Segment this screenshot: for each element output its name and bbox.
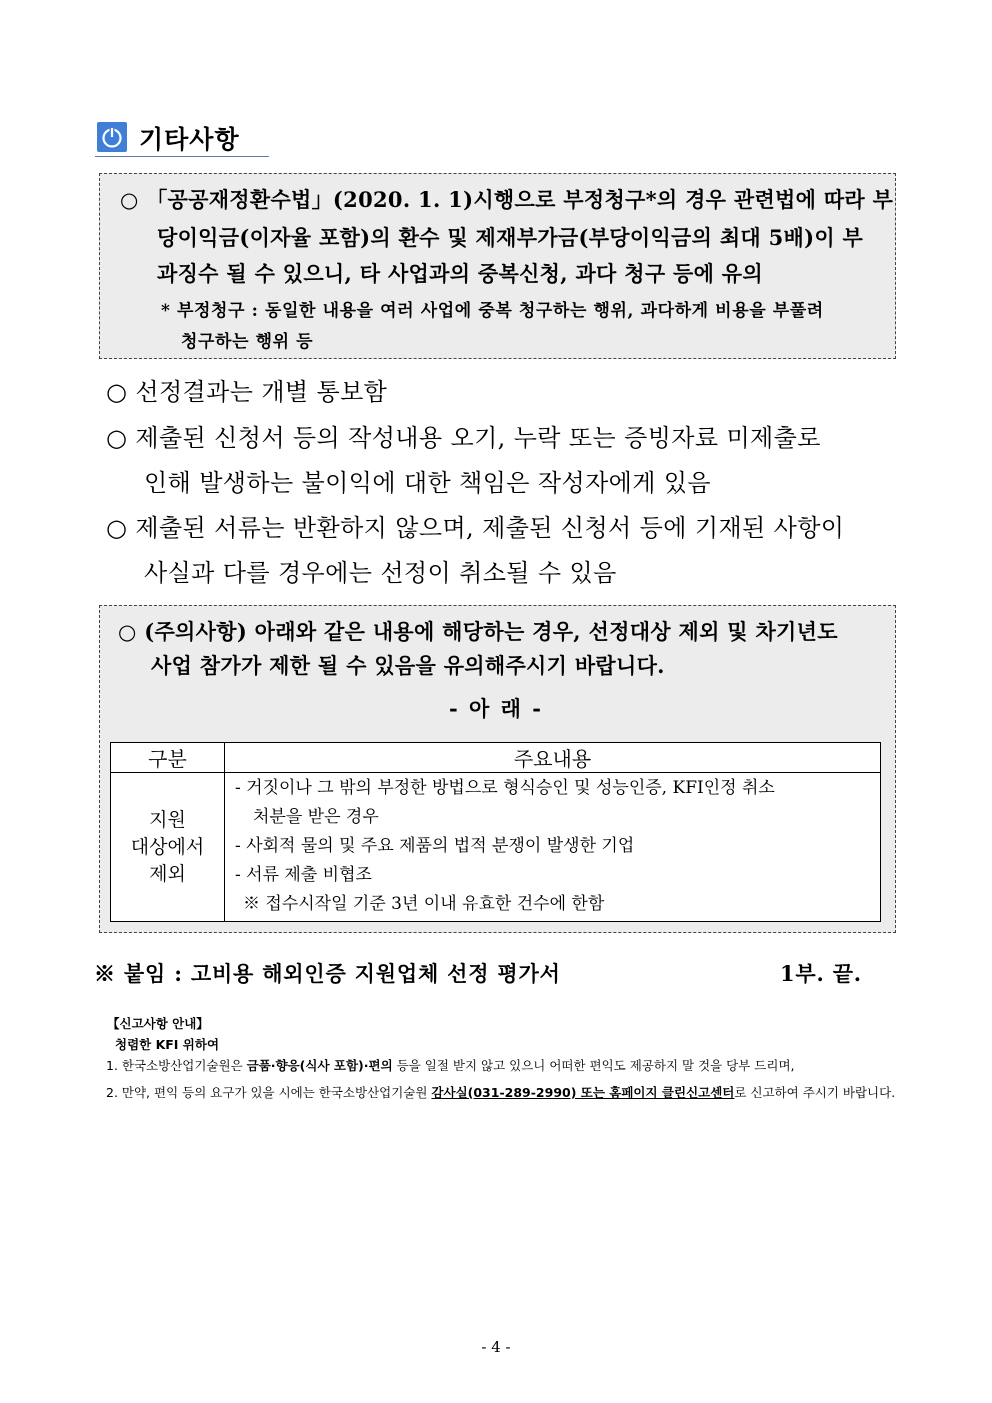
- item-documents-line2: 사실과 다를 경우에는 선정이 취소될 수 있음: [144, 559, 617, 587]
- box2-line1: ○ (주의사항) 아래와 같은 내용에 해당하는 경우, 선정대상 제외 및 차기년도: [118, 619, 838, 644]
- box1-line3: 과징수 될 수 있으니, 타 사업과의 중복신청, 과다 청구 등에 유의: [157, 261, 763, 286]
- notice-line2: [106, 1083, 895, 1101]
- page-number: - 4 -: [481, 1338, 511, 1356]
- attachment-label: ※ 붙임 : 고비용 해외인증 지원업체 선정 평가서: [94, 961, 561, 986]
- notice-line1-emphasis: 금품·향응(식사 포함)·편의: [246, 1058, 393, 1073]
- category-line: 제외: [149, 862, 186, 885]
- content-line: - 사회적 물의 및 주요 제품의 법적 분쟁이 발생한 기업: [235, 836, 635, 856]
- notice-line1: [106, 1056, 795, 1074]
- box1-line1: ○ 「공공재정환수법」(2020. 1. 1)시행으로 부정청구*의 경우 관련법에 따라 부: [120, 187, 894, 212]
- section-header: [95, 118, 269, 157]
- exclusion-table: [110, 742, 881, 922]
- attachment-count: 1부. 끝.: [780, 961, 862, 986]
- category-line: 대상에서: [130, 835, 205, 858]
- content-line: ※ 접수시작일 기준 3년 이내 유효한 건수에 한함: [243, 894, 605, 914]
- table-category-cell: [111, 773, 225, 922]
- category-line: 지원: [149, 808, 186, 831]
- notice-line2-suffix: 로 신고하여 주시기 바랍니다.: [734, 1085, 896, 1100]
- content-line: 처분을 받은 경우: [253, 807, 379, 827]
- box2-subheading: - 아 래 -: [449, 696, 543, 721]
- notice-subheading: 청렴한 KFI 위하여: [115, 1037, 220, 1052]
- box1-line2: 당이익금(이자율 포함)의 환수 및 제재부가금(부당이익금의 최대 5배)이 부: [157, 225, 864, 250]
- notice-line2-prefix: 2. 만약, 편익 등의 요구가 있을 시에는 한국소방산업기술원: [106, 1085, 432, 1100]
- box1-note2: 청구하는 행위 등: [181, 332, 314, 352]
- item-submission-error-line1: ○ 제출된 신청서 등의 작성내용 오기, 누락 또는 증빙자료 미제출로: [106, 424, 821, 452]
- table-header-row: [111, 743, 881, 773]
- item-selection-notice: ○ 선정결과는 개별 통보함: [106, 378, 388, 406]
- section-title: 기타사항: [139, 125, 240, 154]
- notice-line2-emphasis: 감사실(031-289-2990) 또는 홈페이지 클린신고센터: [431, 1085, 735, 1100]
- box2-line2: 사업 참가가 제한 될 수 있음을 유의해주시기 바랍니다.: [151, 653, 665, 678]
- notice-line1-prefix: 1. 한국소방산업기술원은: [106, 1058, 247, 1073]
- table-header-category: 구분: [111, 743, 225, 773]
- power-icon: [97, 122, 127, 152]
- notice-heading: 【신고사항 안내】: [107, 1016, 209, 1031]
- item-submission-error-line2: 인해 발생하는 불이익에 대한 책임은 작성자에게 있음: [144, 469, 712, 497]
- table-header-content: 주요내용: [225, 743, 881, 773]
- item-documents-line1: ○ 제출된 서류는 반환하지 않으며, 제출된 신청서 등에 기재된 사항이: [106, 514, 845, 542]
- content-line: - 거짓이나 그 밖의 부정한 방법으로 형식승인 및 성능인증, KFI인정 취소: [235, 778, 775, 798]
- box1-note1: * 부정청구 : 동일한 내용을 여러 사업에 중복 청구하는 행위, 과다하게 비용을 부풀려: [161, 301, 824, 321]
- content-line: - 서류 제출 비협조: [235, 865, 372, 885]
- table-content-cell: [225, 773, 881, 922]
- table-row: [111, 773, 881, 922]
- notice-line1-suffix: 등을 일절 받지 않고 있으니 어떠한 편익도 제공하지 말 것을 당부 드리며,: [392, 1058, 795, 1073]
